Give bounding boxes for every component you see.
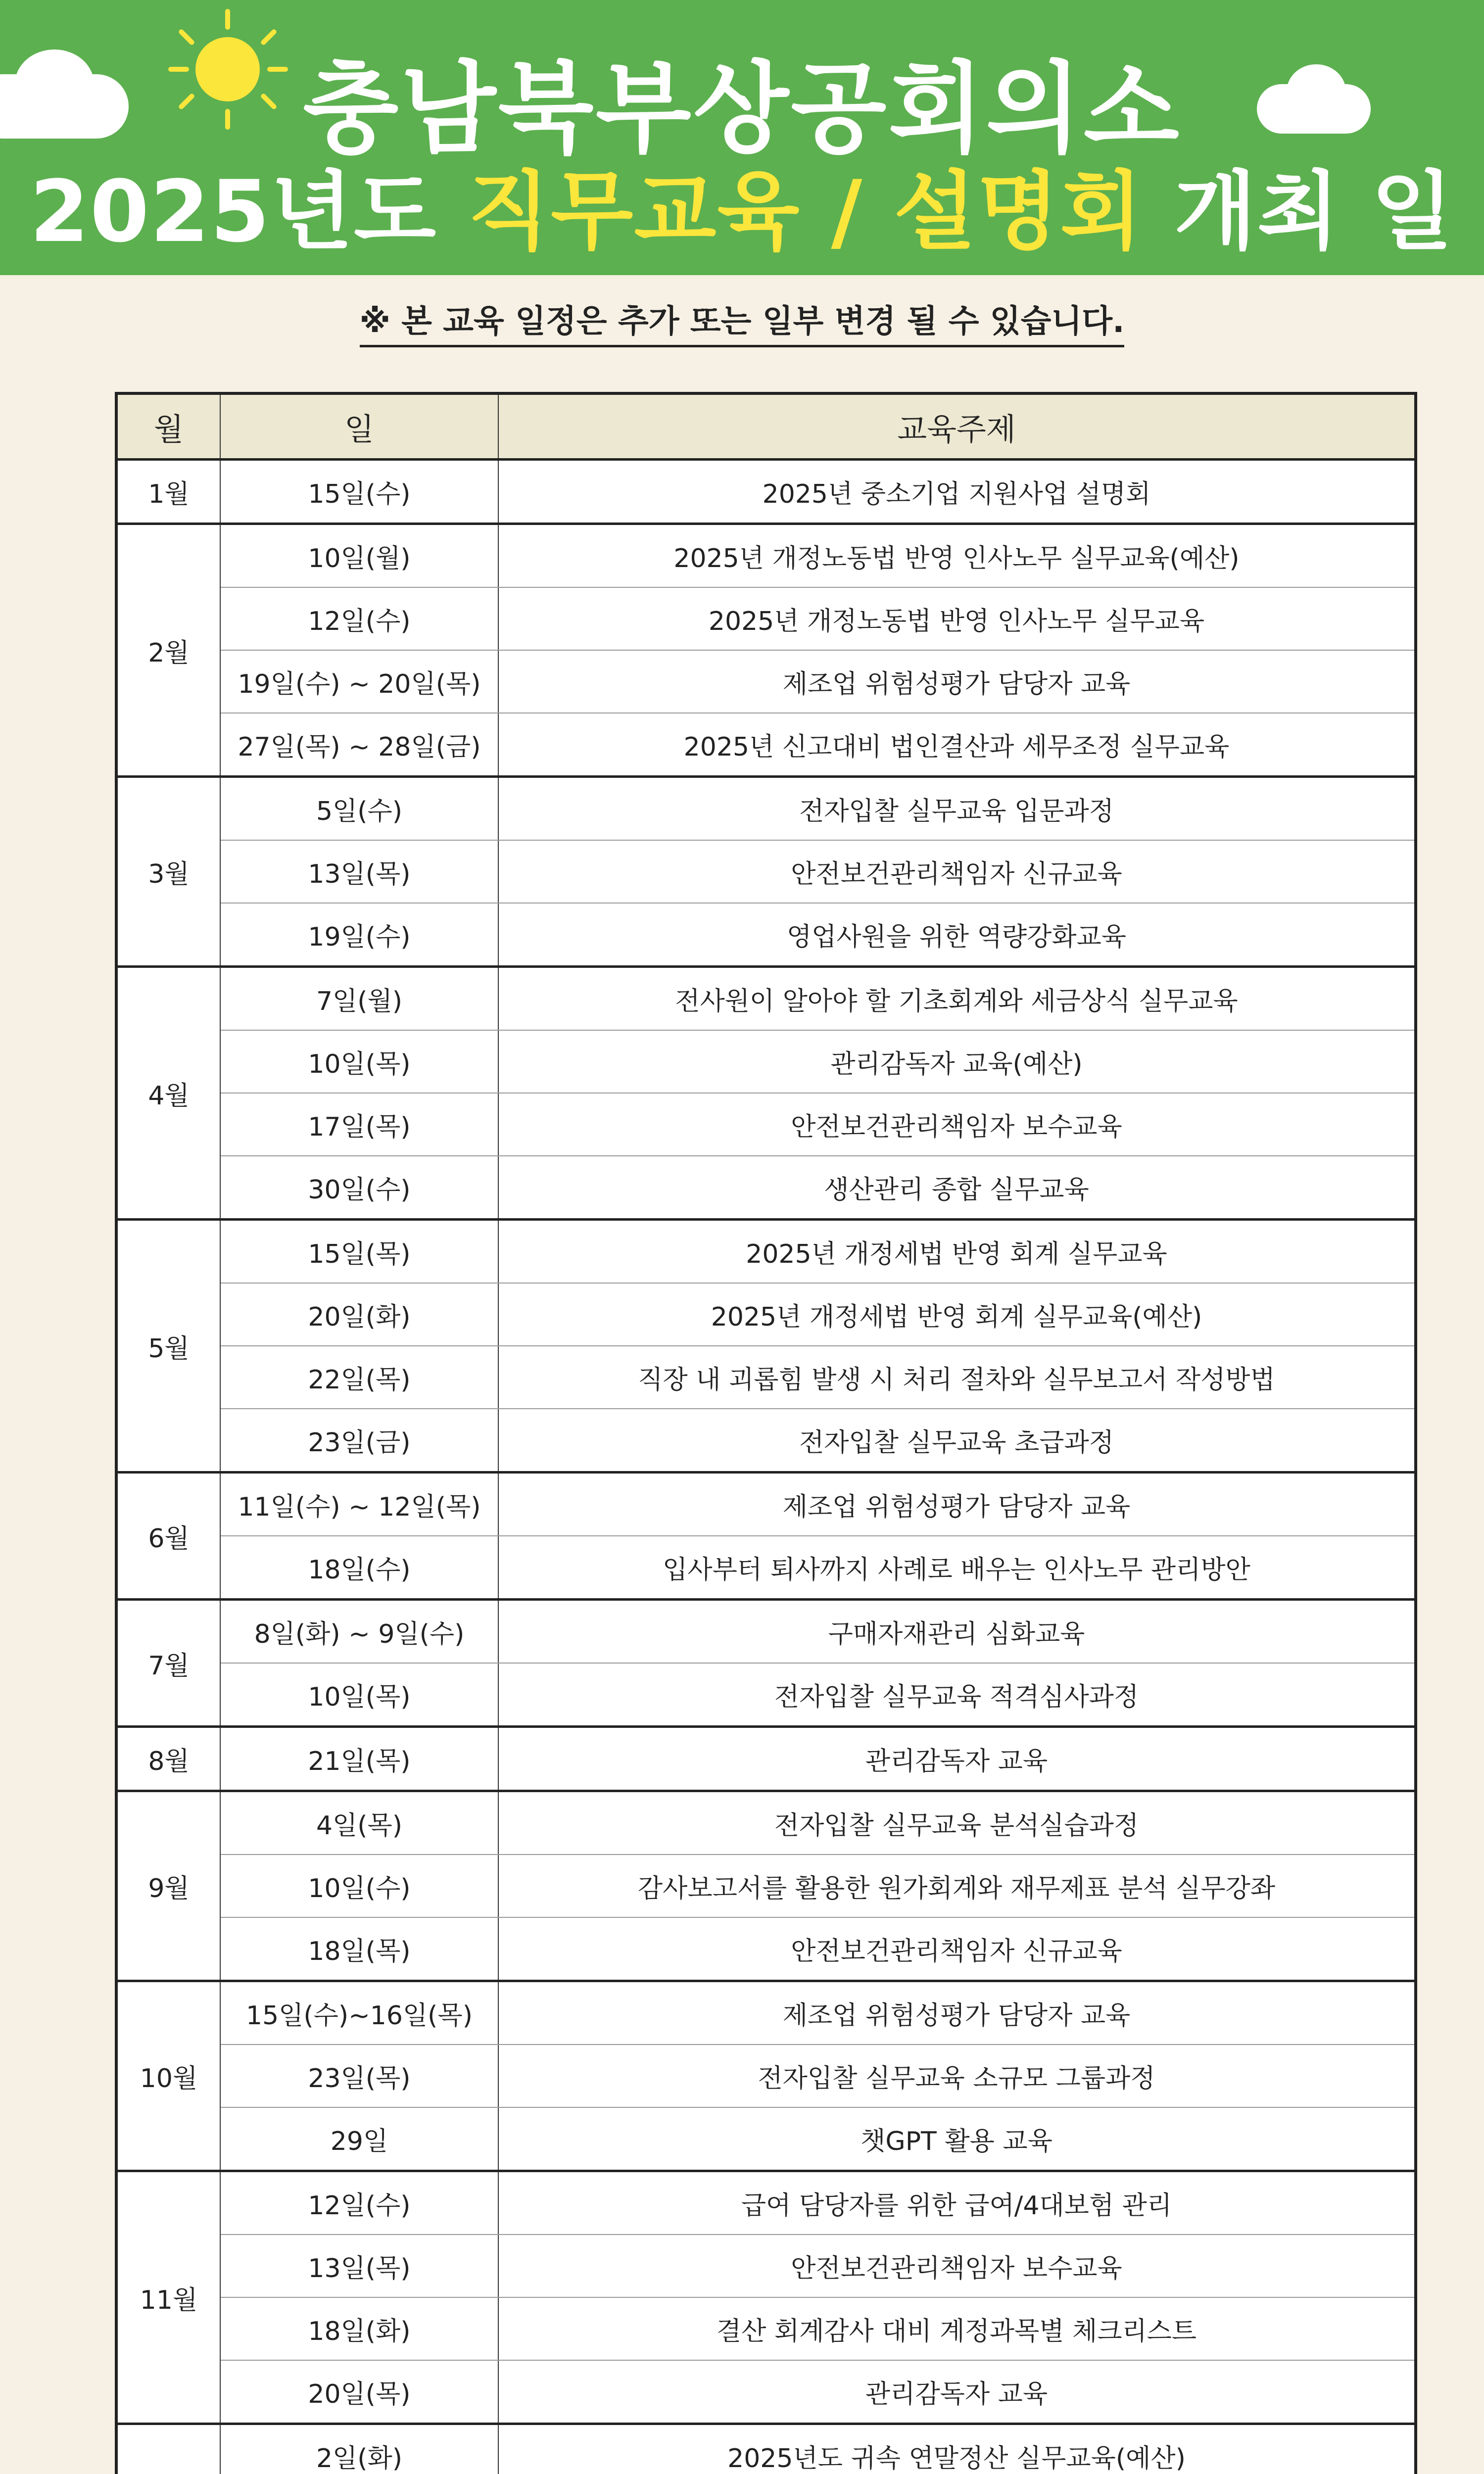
table-row [116, 967, 1416, 1031]
day-cell: 23일(금) [220, 1409, 498, 1473]
table-row [116, 1981, 1416, 2045]
month-cell: 8월 [116, 1727, 220, 1791]
topic-cell: 2025년 신고대비 법인결산과 세무조정 실무교육 [498, 713, 1416, 777]
table-row [116, 903, 1416, 967]
day-cell: 22일(목) [220, 1346, 498, 1409]
month-cell: 10월 [116, 1981, 220, 2171]
table-row [116, 1917, 1416, 1981]
table-row [116, 524, 1416, 588]
day-cell: 19일(수) ~ 20일(목) [220, 650, 498, 713]
day-cell: 18일(화) [220, 2297, 498, 2360]
table-row [116, 1030, 1416, 1093]
day-cell: 19일(수) [220, 903, 498, 967]
table-row [116, 2360, 1416, 2424]
topic-cell: 2025년 개정노동법 반영 인사노무 실무교육 [498, 587, 1416, 650]
topic-cell: 2025년도 귀속 연말정산 실무교육(예산) [498, 2424, 1416, 2474]
day-cell: 10일(수) [220, 1855, 498, 1917]
table-row [116, 840, 1416, 903]
day-cell: 15일(목) [220, 1220, 498, 1284]
table-row [116, 2424, 1416, 2474]
day-cell: 15일(수) [220, 460, 498, 524]
month-cell: 5월 [116, 1220, 220, 1473]
day-cell: 10일(월) [220, 524, 498, 588]
day-cell: 13일(목) [220, 2235, 498, 2297]
topic-cell: 안전보건관리책임자 보수교육 [498, 2235, 1416, 2297]
table-row [116, 2297, 1416, 2360]
topic-cell: 관리감독자 교육 [498, 2360, 1416, 2424]
topic-cell: 전자입찰 실무교육 초급과정 [498, 1409, 1416, 1473]
day-cell: 20일(화) [220, 1283, 498, 1346]
subtitle-separator: / [831, 162, 863, 261]
topic-cell: 감사보고서를 활용한 원가회계와 재무제표 분석 실무강좌 [498, 1855, 1416, 1917]
day-cell: 20일(목) [220, 2360, 498, 2424]
day-cell: 23일(목) [220, 2045, 498, 2107]
day-cell: 12일(수) [220, 587, 498, 650]
topic-cell: 안전보건관리책임자 신규교육 [498, 1917, 1416, 1981]
page-subtitle [0, 143, 1484, 275]
topic-cell: 2025년 중소기업 지원사업 설명회 [498, 460, 1416, 524]
topic-cell: 급여 담당자를 위한 급여/4대보험 관리 [498, 2171, 1416, 2235]
topic-cell: 2025년 개정노동법 반영 인사노무 실무교육(예산) [498, 524, 1416, 588]
day-cell: 18일(목) [220, 1917, 498, 1981]
subtitle-highlight-briefing: 설명회 [894, 162, 1144, 261]
table-row [116, 1600, 1416, 1664]
day-cell: 12일(수) [220, 2171, 498, 2235]
month-cell: 9월 [116, 1791, 220, 1981]
schedule-notice [0, 296, 1484, 341]
day-cell: 8일(화) ~ 9일(수) [220, 1600, 498, 1664]
day-cell: 18일(수) [220, 1536, 498, 1600]
topic-cell: 2025년 개정세법 반영 회계 실무교육 [498, 1220, 1416, 1284]
table-row [116, 1409, 1416, 1473]
month-cell: 6월 [116, 1473, 220, 1600]
table-row [116, 587, 1416, 650]
day-cell: 2일(화) [220, 2424, 498, 2474]
topic-cell: 제조업 위험성평가 담당자 교육 [498, 1473, 1416, 1536]
month-cell: 11월 [116, 2171, 220, 2424]
table-row [116, 1791, 1416, 1855]
month-cell [116, 2424, 220, 2474]
topic-cell: 제조업 위험성평가 담당자 교육 [498, 1981, 1416, 2045]
day-cell: 15일(수)~16일(목) [220, 1981, 498, 2045]
day-cell: 10일(목) [220, 1030, 498, 1093]
day-cell: 5일(수) [220, 777, 498, 841]
schedule-table-container [115, 392, 1414, 2474]
table-row [116, 2107, 1416, 2171]
page-title: 충남북부상공회의소 [303, 51, 1181, 167]
table-row [116, 1663, 1416, 1727]
topic-cell: 관리감독자 교육(예산) [498, 1030, 1416, 1093]
topic-cell: 전자입찰 실무교육 분석실습과정 [498, 1791, 1416, 1855]
table-row [116, 1283, 1416, 1346]
topic-cell: 생산관리 종합 실무교육 [498, 1156, 1416, 1220]
topic-cell: 입사부터 퇴사까지 사례로 배우는 인사노무 관리방안 [498, 1536, 1416, 1600]
topic-cell: 영업사원을 위한 역량강화교육 [498, 903, 1416, 967]
table-row [116, 2045, 1416, 2107]
topic-cell: 제조업 위험성평가 담당자 교육 [498, 650, 1416, 713]
table-row [116, 460, 1416, 524]
table-row [116, 1346, 1416, 1409]
day-cell: 13일(목) [220, 840, 498, 903]
topic-cell: 챗GPT 활용 교육 [498, 2107, 1416, 2171]
topic-cell: 전자입찰 실무교육 소규모 그룹과정 [498, 2045, 1416, 2107]
topic-cell: 안전보건관리책임자 신규교육 [498, 840, 1416, 903]
day-cell: 27일(목) ~ 28일(금) [220, 713, 498, 777]
header-day: 일 [220, 393, 498, 460]
subtitle-year: 2025년도 [30, 162, 437, 261]
table-row [116, 777, 1416, 841]
table-row [116, 1156, 1416, 1220]
topic-cell: 2025년 개정세법 반영 회계 실무교육(예산) [498, 1283, 1416, 1346]
schedule-table [115, 392, 1417, 2474]
day-cell: 29일 [220, 2107, 498, 2171]
topic-cell: 안전보건관리책임자 보수교육 [498, 1093, 1416, 1156]
day-cell: 10일(목) [220, 1663, 498, 1727]
table-row [116, 2235, 1416, 2297]
topic-cell: 결산 회계감사 대비 계정과목별 체크리스트 [498, 2297, 1416, 2360]
table-row [116, 1536, 1416, 1600]
header-month: 월 [116, 393, 220, 460]
month-cell: 7월 [116, 1600, 220, 1727]
topic-cell: 전자입찰 실무교육 적격심사과정 [498, 1663, 1416, 1727]
table-row [116, 1220, 1416, 1284]
day-cell: 17일(목) [220, 1093, 498, 1156]
table-row [116, 650, 1416, 713]
schedule-table-body [116, 460, 1416, 2474]
notice-text: ※ 본 교육 일정은 추가 또는 일부 변경 될 수 있습니다. [360, 303, 1125, 347]
header-banner [0, 0, 1484, 275]
topic-cell: 직장 내 괴롭힘 발생 시 처리 절차와 실무보고서 작성방법 [498, 1346, 1416, 1409]
subtitle-highlight-training: 직무교육 [467, 162, 801, 261]
table-header-row [116, 393, 1416, 460]
topic-cell: 구매자재관리 심화교육 [498, 1600, 1416, 1664]
table-row [116, 713, 1416, 777]
table-row [116, 2171, 1416, 2235]
month-cell: 2월 [116, 524, 220, 777]
day-cell: 30일(수) [220, 1156, 498, 1220]
month-cell: 4월 [116, 967, 220, 1220]
month-cell: 3월 [116, 777, 220, 967]
day-cell: 7일(월) [220, 967, 498, 1031]
header-topic: 교육주제 [498, 393, 1416, 460]
table-row [116, 1093, 1416, 1156]
table-row [116, 1855, 1416, 1917]
table-row [116, 1727, 1416, 1791]
day-cell: 11일(수) ~ 12일(목) [220, 1473, 498, 1536]
day-cell: 21일(목) [220, 1727, 498, 1791]
table-row [116, 1473, 1416, 1536]
month-cell: 1월 [116, 460, 220, 524]
subtitle-end: 개최 일 [1174, 162, 1454, 261]
topic-cell: 전사원이 알아야 할 기초회계와 세금상식 실무교육 [498, 967, 1416, 1031]
topic-cell: 전자입찰 실무교육 입문과정 [498, 777, 1416, 841]
day-cell: 4일(목) [220, 1791, 498, 1855]
topic-cell: 관리감독자 교육 [498, 1727, 1416, 1791]
